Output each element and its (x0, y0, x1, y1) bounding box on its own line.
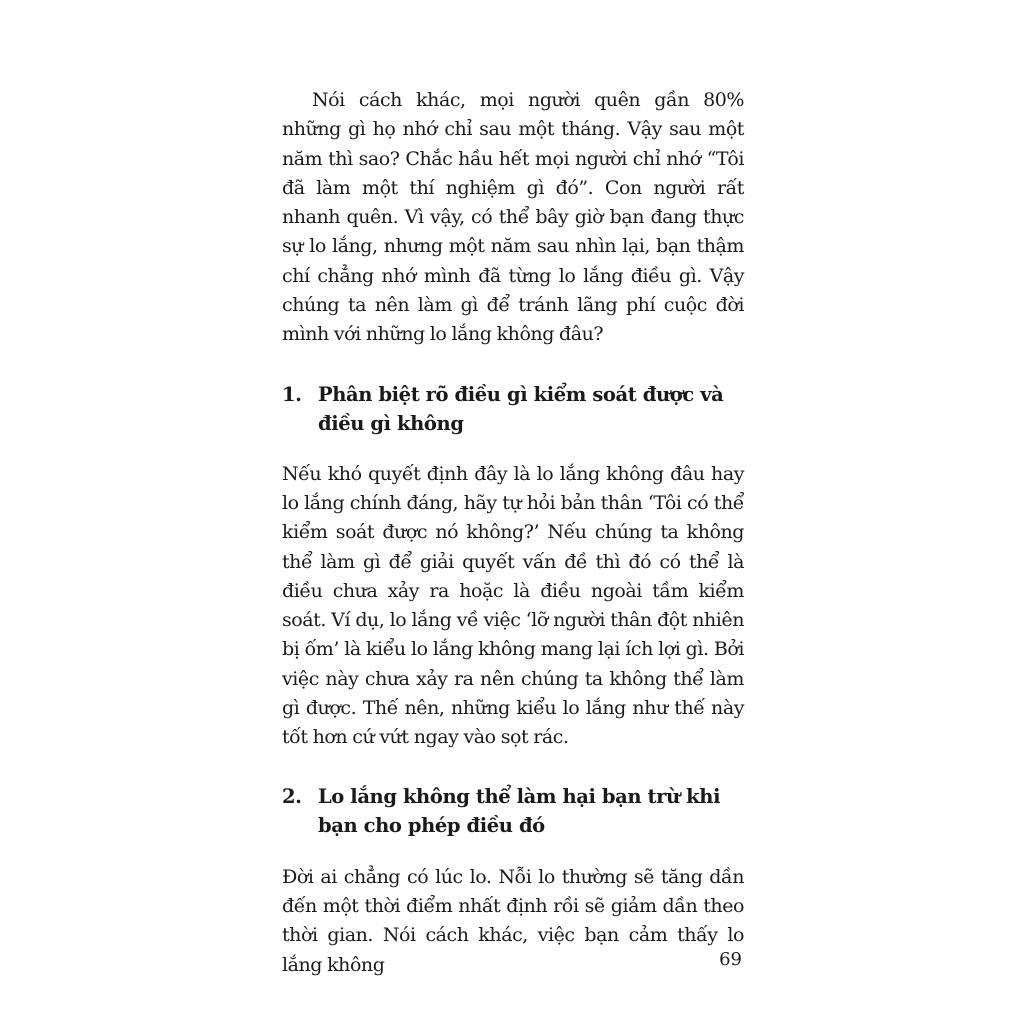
body-paragraph-1: Nói cách khác, mọi người quên gần 80% những gì họ nhớ chỉ sau một tháng. Vậy sau một năm thì sao? Chắc hầu hết mọi người chỉ nhớ “Tôi đã làm một thí nghiệm gì đó”. Con người rất nhanh quên. Vì vậy, có thể bây giờ bạn đang thực sự lo lắng, nhưng một năm sau nhìn lại, bạn thậm chí chẳng nhớ mình đã từng lo lắng điều gì. Vậy chúng ta nên làm gì để tránh lãng phí cuộc đời mình với những lo lắng không đâu? (282, 89, 744, 346)
section-heading-2 (282, 782, 744, 841)
page-number: 69 (719, 949, 742, 970)
text-column (282, 86, 744, 980)
section-number-2: 2. (282, 784, 302, 808)
section-title-1: Phân biệt rõ điều gì kiểm soát được và điều gì không (318, 382, 724, 436)
section-title-2: Lo lắng không thể làm hại bạn trừ khi bạn cho phép điều đó (318, 784, 721, 838)
body-paragraph-2: Nếu khó quyết định đây là lo lắng không đâu hay lo lắng chính đáng, hãy tự hỏi bản thân ‘Tôi có thể kiểm soát được nó không?’ Nếu chúng ta không thể làm gì để giải quyết vấn đề thì đó có thể là điều chưa xảy ra hoặc là điều ngoài tầm kiểm soát. Ví dụ, lo lắng về việc ‘lỡ người thân đột nhiên bị ốm’ là kiểu lo lắng không mang lại ích lợi gì. Bởi việc này chưa xảy ra nên chúng ta không thể làm gì được. Thế nên, những kiểu lo lắng như thế này tốt hơn cứ vứt ngay vào sọt rác. (282, 462, 744, 749)
section-number-1: 1. (282, 382, 302, 406)
section-heading-1 (282, 380, 744, 439)
body-paragraph-3: Đời ai chẳng có lúc lo. Nỗi lo thường sẽ tăng dần đến một thời điểm nhất định rồi sẽ giảm dần theo thời gian. Nói cách khác, việc bạn cảm thấy lo lắng không (282, 865, 744, 976)
